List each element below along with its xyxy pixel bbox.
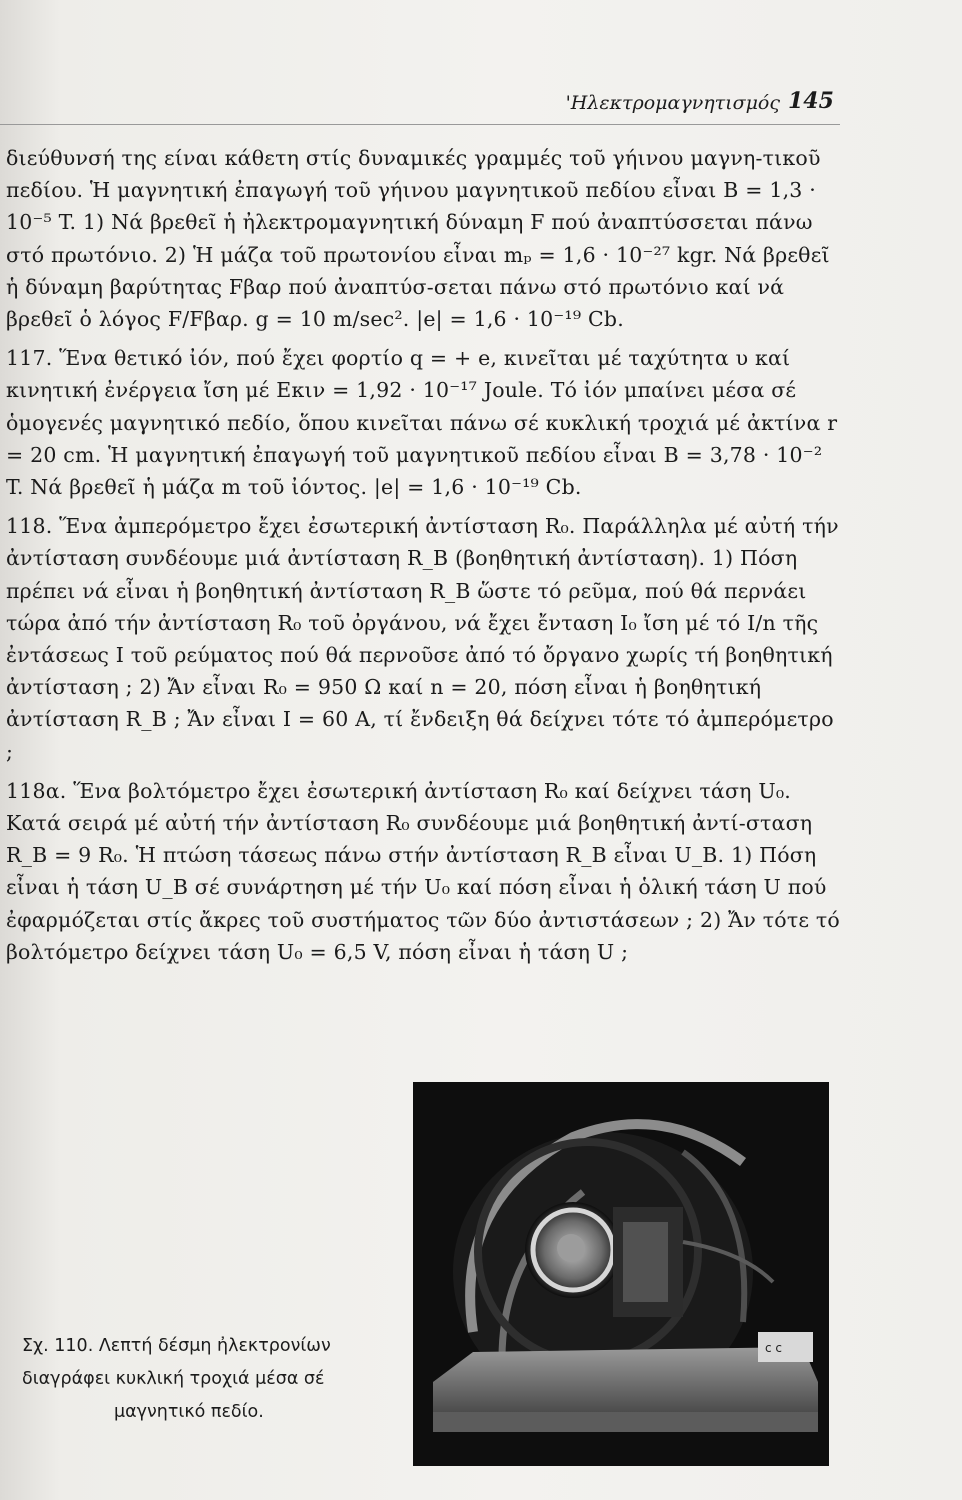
problem-117: 117. Ἕνα θετικό ἰόν, πού ἔχει φορτίο q = + e, κινεῖται μέ ταχύτητα υ καί κινητική ἐνέργεια ἴση μέ Eκιν = 1,92 · 10⁻¹⁷ Joule. Τό ἰόν μπαίνει μέσα σέ ὁμογενές μαγνητικό πεδίο, ὅπου κινεῖται πάνω σέ κυκλική τροχιά μέ ἀκτίνα r = 20 cm. Ἡ μαγνητική ἐπαγωγή τοῦ μαγνητικοῦ πεδίου εἶναι B = 3,78 · 10⁻² T. Νά βρεθεῖ ἡ μάζα m τοῦ ἰόντος. |e| = 1,6 · 10⁻¹⁹ Cb. <box>6 346 838 500</box>
problem-118: 118. Ἕνα ἀμπερόμετρο ἔχει ἐσωτερική ἀντίσταση R₀. Παράλληλα μέ αὐτή τήν ἀντίσταση συνδέουμε μιά ἀντίσταση R_B (βοηθητική ἀντίσταση). 1) Πόση πρέπει νά εἶναι ἡ βοηθητική ἀντίσταση R_B ὥστε τό ρεῦμα, πού θά περνάει τώρα ἀπό τήν ἀντίσταση R₀ τοῦ ὀργάνου, νά ἔχει ἔνταση I₀ ἴση μέ τό I/n τῆς ἐντάσεως I τοῦ ρεύματος πού θά περνοῦσε ἀπό τό ὄργανο χωρίς τή βοηθητική ἀντίσταση ; 2) Ἄν εἶναι R₀ = 950 Ω καί n = 20, πόση εἶναι ἡ βοηθητική ἀντίσταση R_B ; Ἄν εἶναι I = 60 A, τί ἔνδειξη θά δείχνει τότε τό ἀμπερόμετρο ; <box>6 514 839 764</box>
problem-118a: 118α. Ἕνα βολτόμετρο ἔχει ἐσωτερική ἀντίσταση R₀ καί δείχνει τάση U₀. Κατά σειρά μέ αὐτή τήν ἀντίσταση R₀ συνδέουμε μιά βοηθητική ἀντί-σταση R_B = 9 R₀. Ἡ πτώση τάσεως πάνω στήν ἀντίσταση R_B εἶναι U_B. 1) Πόση εἶναι ἡ τάση U_B σέ συνάρτηση μέ τήν U₀ καί πόση εἶναι ἡ ὁλική τάση U πού ἐφαρμόζεται στίς ἄκρες τοῦ συστήματος τῶν δύο ἀντιστάσεων ; 2) Ἄν τότε τό βολτόμετρο δείχνει τάση U₀ = 6,5 V, πόση εἶναι ἡ τάση U ; <box>6 778 840 964</box>
electron-beam-apparatus-photo <box>413 1082 829 1466</box>
figure-photo <box>413 1082 829 1466</box>
paragraph-continued: διεύθυνσή της είναι κάθετη στίς δυναμικές γραμμές τοῦ γήινου μαγνη-τικοῦ πεδίου. Ἡ μαγνητική ἐπαγωγή τοῦ γήινου μαγνητικοῦ πεδίου εἶναι B = 1,3 · 10⁻⁵ T. 1) Νά βρεθεῖ ἡ ἠλεκτρομαγνητική δύναμη F πού ἀναπτύσσεται πάνω στό πρωτόνιο. 2) Ἡ μάζα τοῦ πρωτονίου εἶναι mₚ = 1,6 · 10⁻²⁷ kgr. Νά βρεθεῖ ἡ δύναμη βαρύτητας Fβαρ πού ἀναπτύσ-σεται πάνω στό πρωτόνιο καί νά βρεθεῖ ὁ λόγος F/Fβαρ. g = 10 m/sec². |e| = 1,6 · 10⁻¹⁹ Cb. <box>6 146 830 332</box>
header-rule <box>0 124 840 125</box>
caption-line-2: διαγράφει κυκλική τροχιά μέσα σέ <box>22 1369 325 1389</box>
caption-line-1: Σχ. 110. Λεπτή δέσμη ἠλεκτρονίων <box>22 1336 331 1356</box>
body-text <box>6 142 844 968</box>
svg-text:c c: c c <box>765 1341 783 1355</box>
caption-line-3: μαγνητικό πεδίο. <box>114 1402 264 1422</box>
running-header-title: 'Ηλεκτρομαγνητισμός <box>565 92 780 114</box>
figure-caption <box>22 1330 392 1429</box>
page-number: 145 <box>788 88 834 114</box>
